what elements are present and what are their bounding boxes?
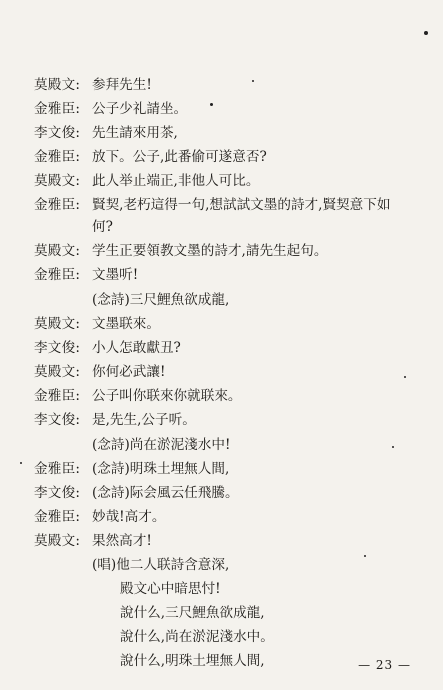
dialogue-text: 先生請來用茶, [92,125,178,141]
dialogue-text: 果然高才! [92,533,152,549]
speaker-name: 莫殿文: [34,77,81,93]
speaker-name: 莫殿文: [34,316,81,332]
verse-text: 說什么,尚在淤泥淺水中。 [120,629,274,645]
ink-speck [210,103,213,106]
speaker-name: 金雅臣: [34,267,81,283]
page-number: — 23 — [358,658,411,672]
speaker-name: 金雅臣: [34,388,81,404]
dialogue-text: (念詩)际会風云任飛騰。 [92,485,239,501]
speaker-name: 李文俊: [34,125,81,141]
dialogue-text: 参拜先生! [92,77,152,93]
ink-speck [252,80,254,82]
dialogue-text: 你何必武讓! [92,364,166,380]
speaker-name: 莫殿文: [34,173,81,189]
speaker-name: 金雅臣: [34,461,81,477]
speaker-name: 李文俊: [34,412,81,428]
dialogue-text: 文墨听! [92,267,139,283]
dialogue-text: 何? [92,219,113,235]
speaker-name: 莫殿文: [34,533,81,549]
ink-speck [404,376,406,378]
speaker-name: 莫殿文: [34,364,81,380]
dialogue-text: 放下。公子,此番偷可遂意否? [92,149,267,165]
speaker-name: 莫殿文: [34,243,81,259]
dialogue-text: 此人举止端正,非他人可比。 [92,173,260,189]
dialogue-text: 賢契,老朽這得一句,想試試文墨的詩才,賢契意下如 [92,197,391,213]
dialogue-text: 学生正要領教文墨的詩才,請先生起句。 [92,243,328,259]
speaker-name: 金雅臣: [34,509,81,525]
dialogue-text: 文墨联來。 [92,316,160,332]
ink-speck [424,31,428,35]
speaker-name: 金雅臣: [34,101,81,117]
verse-text: (念詩)尚在淤泥淺水中! [92,437,231,453]
ink-speck [392,446,394,448]
verse-text: 殿文心中暗思忖! [120,581,221,597]
speaker-name: 李文俊: [34,340,81,356]
speaker-name: 金雅臣: [34,149,81,165]
dialogue-text: (念詩)明珠土埋無人間, [92,461,230,477]
dialogue-text: 公子少礼請坐。 [92,101,188,117]
verse-text: (唱)他二人联詩含意深, [92,557,230,573]
dialogue-text: 小人怎敢獻丑? [92,340,181,356]
verse-text: (念詩)三尺鯉魚欲成龍, [92,292,230,308]
verse-text: 說什么,三尺鯉魚欲成龍, [120,605,265,621]
ink-speck [364,555,366,557]
verse-text: 說什么,明珠土埋無人間, [120,653,265,669]
speaker-name: 李文俊: [34,485,81,501]
dialogue-text: 妙哉!高才。 [92,509,166,525]
ink-speck [20,462,22,464]
dialogue-text: 是,先生,公子听。 [92,412,196,428]
speaker-name: 金雅臣: [34,197,81,213]
dialogue-text: 公子叫你联來你就联來。 [92,388,242,404]
